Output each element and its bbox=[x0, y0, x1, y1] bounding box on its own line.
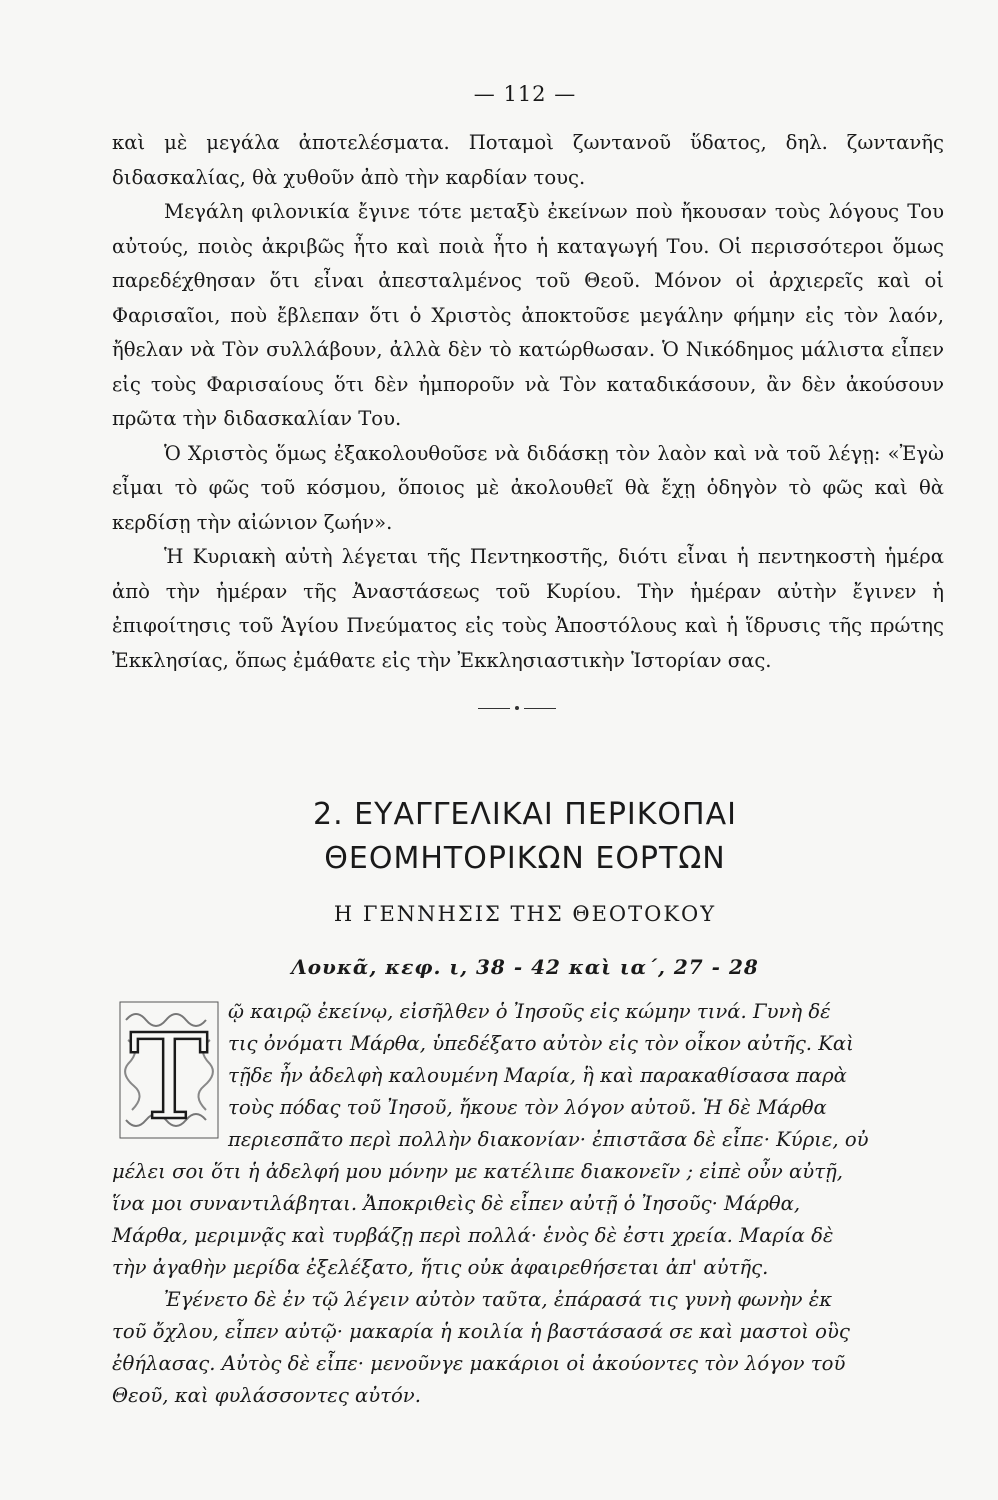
gospel-line: ῷ καιρῷ ἐκείνῳ, εἰσῆλθεν ὁ Ἰησοῦς εἰς κώμην τινά. Γυνὴ δέ bbox=[228, 1000, 831, 1023]
gospel-line: τὴν ἀγαθὴν μερίδα ἐξελέξατο, ἥτις οὐκ ἀφαιρεθήσεται ἀπ' αὐτῆς. bbox=[112, 1256, 769, 1279]
feast-title: Η ΓΕΝΝΗΣΙΣ ΤΗΣ ΘΕΟΤΟΚΟΥ bbox=[333, 902, 717, 926]
gospel-line: τις ὀνόματι Μάρθα, ὑπεδέξατο αὐτὸν εἰς τὸν οἶκον αὐτῆς. Καὶ bbox=[228, 1032, 854, 1055]
paragraph: Ἡ Κυριακὴ αὐτὴ λέγεται τῆς Πεντηκοστῆς, διότι εἶναι ἡ πεντηκοστὴ ἡμέρα ἀπὸ τὴν ἡμέραν τῆς Ἀναστάσεως τοῦ Κυρίου. Τὴν ἡμέραν αὐτὴν ἔγινεν ἡ ἐπιφοίτησις τοῦ Ἁγίου Πνεύματος εἰς τοὺς Ἀποστόλους καὶ ἡ ἵδρυσις τῆς πρώτης Ἐκκλησίας, ὅπως ἐμάθατε εἰς τὴν Ἐκκλησιαστικὴν Ἱστορίαν σας. bbox=[112, 545, 944, 672]
paragraph: Ὁ Χριστὸς ὅμως ἐξακολουθοῦσε νὰ διδάσκῃ τὸν λαὸν καὶ νὰ τοῦ λέγῃ: «Ἐγὼ εἶμαι τὸ φῶς τοῦ κόσμου, ὅποιος μὲ ἀκολουθεῖ θὰ ἔχῃ ὁδηγὸν τὸ φῶς καὶ θὰ κερδίσῃ τὴν αἰώνιον ζωήν». bbox=[112, 441, 944, 534]
gospel-line: τοὺς πόδας τοῦ Ἰησοῦ, ἤκουε τὸν λόγον αὐτοῦ. Ἡ δὲ Μάρθα bbox=[228, 1096, 827, 1119]
section-title bbox=[0, 793, 998, 881]
gospel-line: ἵνα μοι συναντιλάβηται. Ἀποκριθεὶς δὲ εἶπεν αὐτῇ ὁ Ἰησοῦς· Μάρθα, bbox=[112, 1192, 801, 1215]
page-number: — 112 — bbox=[473, 82, 577, 106]
paragraph: καὶ μὲ μεγάλα ἀποτελέσματα. Ποταμοὶ ζωντανοῦ ὕδατος, δηλ. ζωντανῆς διδασκαλίας, θὰ χυθοῦν ἀπὸ τὴν καρδίαν τους. bbox=[112, 131, 944, 189]
gospel-line: περιεσπᾶτο περὶ πολλὴν διακονίαν· ἐπιστᾶσα δὲ εἶπε· Κύριε, οὐ bbox=[228, 1128, 869, 1151]
body-text bbox=[112, 126, 944, 678]
section-divider bbox=[478, 702, 556, 716]
gospel-line: τοῦ ὄχλου, εἶπεν αὐτῷ· μακαρία ἡ κοιλία ἡ βαστάσασά σε καὶ μαστοὶ οὓς bbox=[112, 1320, 850, 1343]
drop-cap-letter: Τ bbox=[129, 1008, 209, 1140]
gospel-line: Μάρθα, μεριμνᾷς καὶ τυρβάζῃ περὶ πολλά· ἑνὸς δὲ ἐστι χρεία. Μαρία δὲ bbox=[112, 1224, 834, 1247]
gospel-line: μέλει σοι ὅτι ἡ ἀδελφή μου μόνην με κατέλιπε διακονεῖν ; εἰπὲ οὖν αὐτῇ, bbox=[112, 1160, 844, 1183]
paragraph: Μεγάλη φιλονικία ἔγινε τότε μεταξὺ ἐκείνων ποὺ ἤκουσαν τοὺς λόγους Του αὐτούς, ποιὸς ἀκριβῶς ἦτο καὶ ποιὰ ἦτο ἡ καταγωγή Του. Οἱ περισσότεροι ὅμως παρεδέχθησαν ὅτι εἶναι ἀπεσταλμένος τοῦ Θεοῦ. Μόνον οἱ ἀρχιερεῖς καὶ οἱ Φαρισαῖοι, ποὺ ἔβλεπαν ὅτι ὁ Χριστὸς ἀποκτοῦσε μεγάλην φήμην εἰς τὸν λαόν, ἤθελαν νὰ Τὸν συλλάβουν, ἀλλὰ δὲν τὸ κατώρθωσαν. Ὁ Νικόδημος μάλιστα εἶπεν εἰς τοὺς Φαρισαίους ὅτι δὲν ἠμποροῦν νὰ Τὸν καταδικάσουν, ἂν δὲν ἀκούσουν πρῶτα τὴν διδασκαλίαν Του. bbox=[112, 200, 944, 430]
scripture-reference: Λουκᾶ, κεφ. ι, 38 - 42 καὶ ια΄, 27 - 28 bbox=[291, 955, 759, 979]
section-title-line-2: ΘΕΟΜΗΤΟΡΙΚΩΝ ΕΟΡΤΩΝ bbox=[324, 841, 726, 876]
gospel-line: Ἐγένετο δὲ ἐν τῷ λέγειν αὐτὸν ταῦτα, ἐπάρασά τις γυνὴ φωνὴν ἐκ bbox=[164, 1288, 833, 1311]
section-title-line-1: 2. ΕΥΑΓΓΕΛΙΚΑΙ ΠΕΡΙΚΟΠΑΙ bbox=[313, 797, 737, 832]
gospel-line: τῇδε ἦν ἀδελφὴ καλουμένη Μαρία, ἣ καὶ παρακαθίσασα παρὰ bbox=[228, 1064, 847, 1087]
gospel-passage bbox=[112, 996, 944, 1412]
gospel-line: ἐθήλασας. Αὐτὸς δὲ εἶπε· μενοῦνγε μακάριοι οἱ ἀκούοντες τὸν λόγον τοῦ bbox=[112, 1352, 846, 1375]
gospel-line: Θεοῦ, καὶ φυλάσσοντες αὐτόν. bbox=[112, 1384, 421, 1407]
